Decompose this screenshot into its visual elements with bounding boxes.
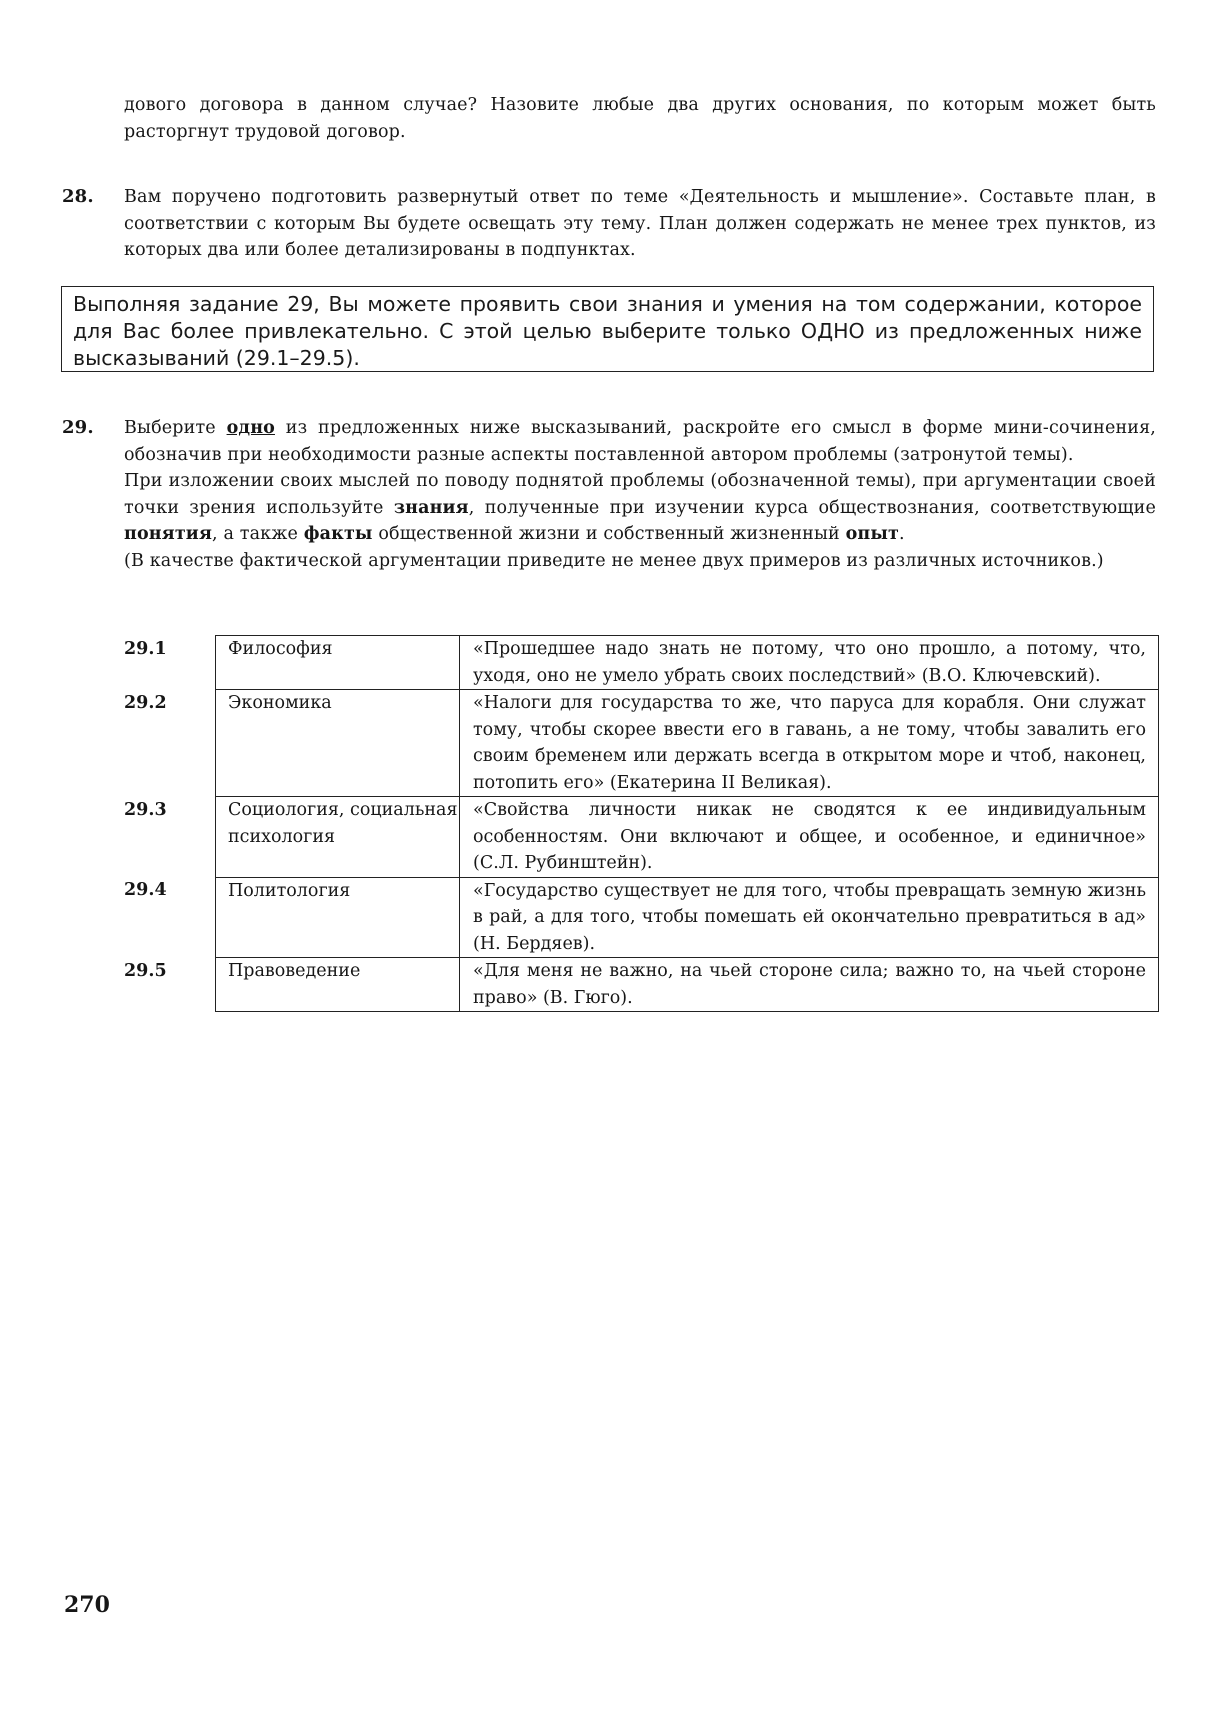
p2-bold-knowledge: знания <box>393 497 469 518</box>
p2-text-a: При изложении своих мыслей по поводу поднятой проблемы (обозначенной темы), при аргументации своей точки зрения используйте <box>124 471 1156 518</box>
topic-number: 29.4 <box>124 880 167 900</box>
topic-subject: Экономика <box>216 690 460 797</box>
p2-bold-facts: факты <box>303 524 373 544</box>
task-29-paragraph-3: (В качестве фактической аргументации приведите не менее двух примеров из различных источников.) <box>124 550 1104 571</box>
task-29-paragraph-2 <box>124 468 1156 548</box>
task-29-body <box>124 415 1156 574</box>
topic-quote: «Государство существует не для того, чтобы превращать земную жизнь в рай, а для того, чтобы помешать ей окончательно превратиться в ад» (Н. Бердяев). <box>460 877 1159 958</box>
topic-number: 29.2 <box>124 692 167 713</box>
continuation-text: дового договора в данном случае? Назовите любые два других основания, по которым может быть расторгнут трудовой договор. <box>124 95 1156 142</box>
p1-text-b: из предложенных ниже высказываний, раскройте его смысл в форме мини-сочинения, обозначив при необходимости разные аспекты поставленной автором проблемы (затронутой темы). <box>124 418 1156 465</box>
topic-number: 29.5 <box>124 960 167 981</box>
task-29-paragraph-1 <box>124 415 1156 468</box>
table-row <box>120 690 1159 797</box>
topic-number: 29.3 <box>124 799 167 820</box>
p1-text-a: Выберите <box>124 418 227 438</box>
table-row <box>120 877 1159 958</box>
topic-subject: Социология, социальная психология <box>216 797 460 878</box>
p2-bold-experience: опыт <box>845 524 900 544</box>
task-28-text: Вам поручено подготовить развернутый ответ по теме «Деятельность и мышление». Составьте план, в соответствии с которым Вы будете освещать эту тему. План должен содержать не менее трех пунктов, из которых два или более детализированы в подпунктах. <box>124 187 1156 260</box>
topic-subject: Политология <box>216 877 460 958</box>
page-number: 270 <box>64 1592 110 1618</box>
task-28-number: 28. <box>62 186 94 207</box>
topic-number: 29.1 <box>124 638 167 659</box>
table-row <box>120 958 1159 1012</box>
task-29-number: 29. <box>62 417 94 438</box>
table-row <box>120 636 1159 690</box>
topic-subject: Правоведение <box>216 958 460 1012</box>
topic-quote: «Свойства личности никак не сводятся к ее индивидуальным особенностям. Они включают и общее, и особенное, и единичное» (С.Л. Рубинштейн). <box>460 797 1159 878</box>
p2-bold-concepts: понятия <box>124 524 213 544</box>
p2-text-c: , а также <box>212 524 304 544</box>
topics-table <box>120 635 1159 1012</box>
notice-text: Выполняя задание 29, Вы можете проявить свои знания и умения на том содержании, которое для Вас более привлекательно. С этой целью выберите только ОДНО из предложенных ниже высказываний (29.1–29.5). <box>73 292 1142 370</box>
topic-subject: Философия <box>216 636 460 690</box>
topic-quote: «Прошедшее надо знать не потому, что оно прошло, а потому, что, уходя, оно не умело убрать своих последствий» (В.О. Ключевский). <box>460 636 1159 690</box>
p2-text-b: , полученные при изучении курса обществознания, соответствующие <box>468 497 1157 518</box>
topic-quote: «Для меня не важно, на чьей стороне сила; важно то, на чьей стороне право» (В. Гюго). <box>460 958 1159 1012</box>
p2-text-e: . <box>899 524 905 544</box>
p2-text-d: общественной жизни и собственный жизненный <box>372 524 846 544</box>
notice-box <box>61 286 1154 372</box>
topic-quote: «Налоги для государства то же, что паруса для корабля. Они служат тому, чтобы скорее ввести его в гавань, а не тому, чтобы завалить его своим бременем или держать всегда в открытом море и чтоб, наконец, потопить его» (Екатерина II Великая). <box>460 690 1159 797</box>
table-row <box>120 797 1159 878</box>
p1-emphasis-one: одно <box>226 418 275 438</box>
